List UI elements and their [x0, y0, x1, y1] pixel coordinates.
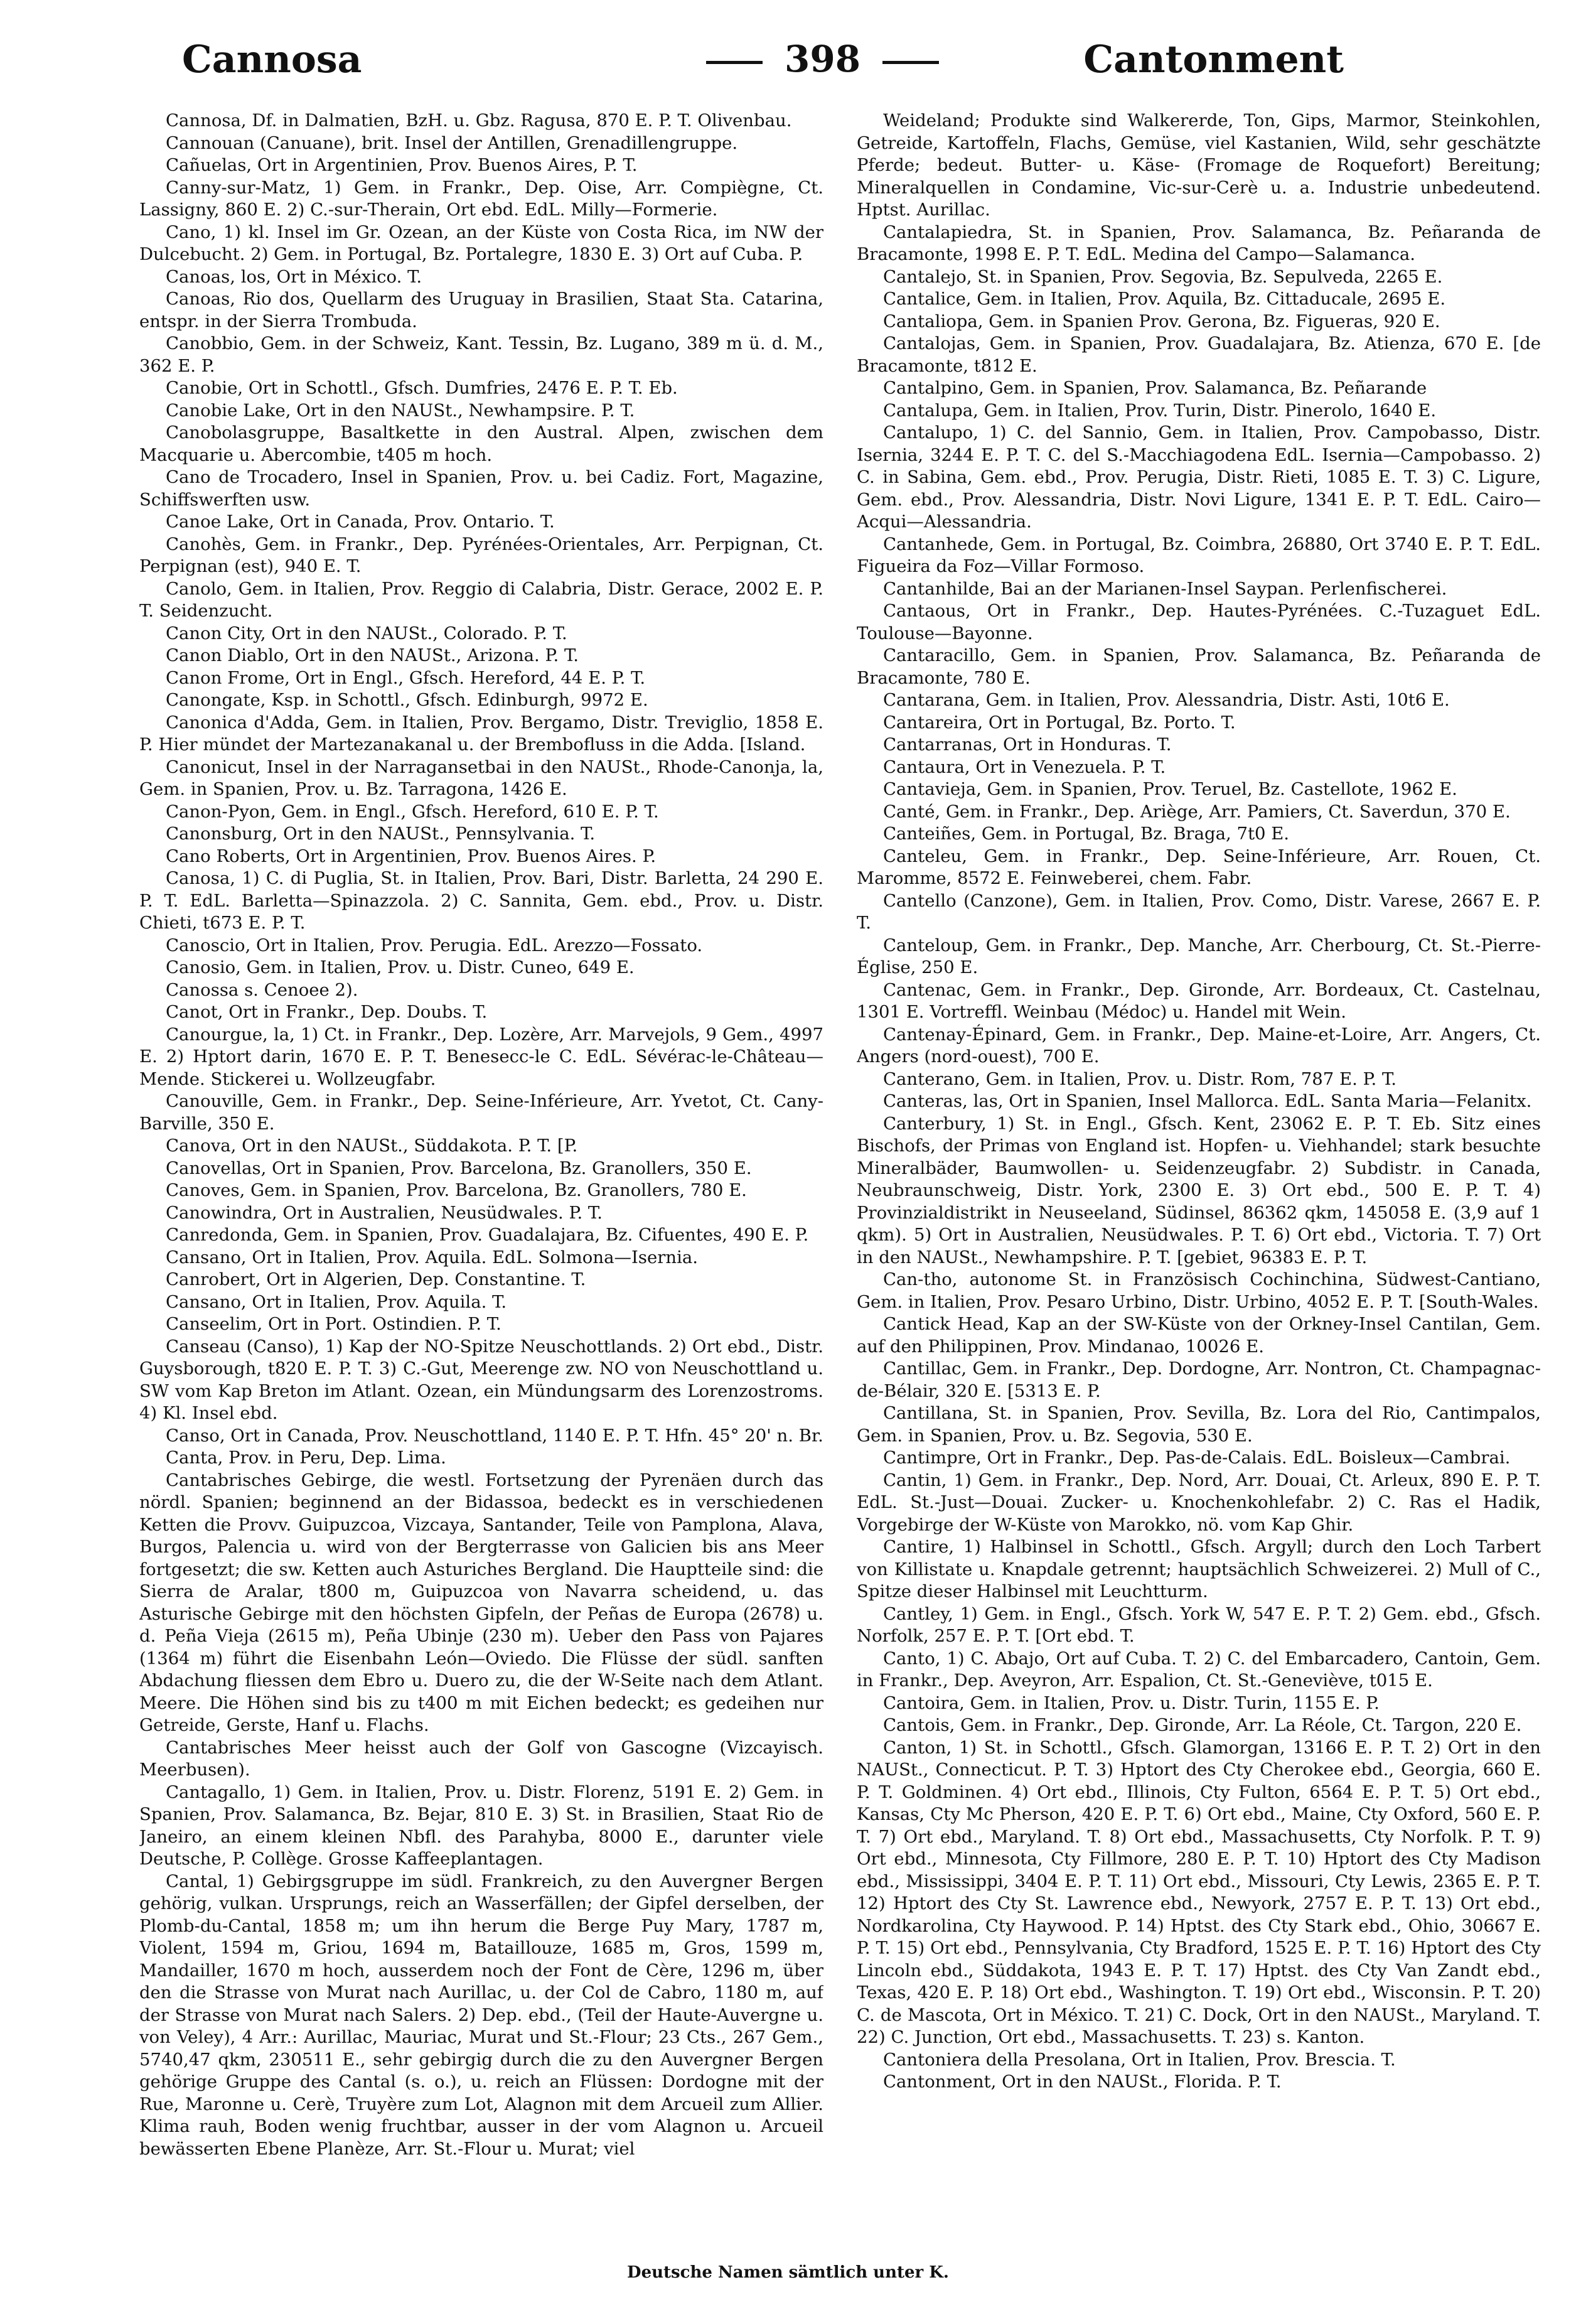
dictionary-entry: Canohès, Gem. in Frankr., Dep. Pyrénées-Orientales, Arr. Perpignan, Ct. Perpignan (est), 940 E. T. [139, 534, 823, 576]
dictionary-entry: Canton, 1) St. in Schottl., Gfsch. Glamorgan, 13166 E. P. T. 2) Ort in den NAUSt., Connecticut. P. T. 3) Hptort des Cty Cherokee ebd., Georgia, 660 E. P. T. Goldminen. 4) Ort ebd., Illinois, Cty Fulton, 6564 E. P. T. 5) Ort ebd., Kansas, Cty Mc Pherson, 420 E. P. T. 6) Ort ebd., Maine, Cty Oxford, 560 E. P. T. 7) Ort ebd., Maryland. T. 8) Ort ebd., Massachusetts, Cty Norfolk. P. T. 9) Ort ebd., Minnesota, Cty Fillmore, 280 E. P. T. 10) Hptort des Cty Madison ebd., Mississippi, 3404 E. P. T. 11) Ort ebd., Missouri, Cty Lewis, 2365 E. P. T. 12) Hptort des Cty St. Lawrence ebd., Newyork, 2757 E. P. T. 13) Ort ebd., Nordkarolina, Cty Haywood. P. 14) Hptst. des Cty Stark ebd., Ohio, 30667 E. P. T. 15) Ort ebd., Pennsylvania, Cty Bradford, 1525 E. P. T. 16) Hptort des Cty Lincoln ebd., Süddakota, 1943 E. P. T. 17) Hptst. des Cty Van Zandt ebd., Texas, 420 E. P. 18) Ort ebd., Washington. T. 19) Ort ebd., Wisconsin. P. T. 20) C. de Mascota, Ort in México. T. 21) C. Dock, Ort in den NAUSt., Maryland. T. 22) C. Junction, Ort ebd., Massachusetts. T. 23) s. Kanton. [857, 1737, 1541, 2047]
dictionary-entry: Cantabrisches Gebirge, die westl. Fortsetzung der Pyrenäen durch das nördl. Spanien; beginnend an der Bidassoa, bedeckt es in verschiedenen Ketten die Provv. Guipuzcoa, Vizcaya, Santander, Teile von Pamplona, Alava, Burgos, Palencia u. wird von der Bergterrasse von Galicien bis ans Meer fortgesetzt; die sw. Ketten auch Asturiches Bergland. Die Hauptteile sind: die Sierra de Aralar, t800 m, Guipuzcoa von Navarra scheidend, u. das Asturische Gebirge mit den höchsten Gipfeln, der Peñas de Europa (2678) u. d. Peña Vieja (2615 m), Peña Ubinje (230 m). Ueber den Pass von Pajares (1364 m) führt die Eisenbahn León—Oviedo. Die Flüsse der südl. sanften Abdachung fliessen dem Ebro u. Duero zu, die der W-Seite nach dem Atlant. Meere. Die Höhen sind bis zu t400 m mit Eichen bedeckt; es gedeihen nur Getreide, Gerste, Hanf u. Flachs. [139, 1470, 823, 1735]
dictionary-entry: Canobbio, Gem. in der Schweiz, Kant. Tessin, Bz. Lugano, 389 m ü. d. M., 362 E. P. [139, 333, 823, 376]
dictionary-entry: Canobie, Ort in Schottl., Gfsch. Dumfries, 2476 E. P. T. Eb. [166, 378, 678, 398]
dictionary-entry: Cantalejo, St. in Spanien, Prov. Segovia, Bz. Sepulveda, 2265 E. [883, 266, 1443, 287]
page-number [684, 38, 961, 80]
dictionary-entry: Canoas, los, Ort in México. T. [166, 266, 422, 287]
dictionary-entry: Canobolasgruppe, Basaltkette in den Austral. Alpen, zwischen dem Macquarie u. Abercombie, t405 m hoch. [139, 422, 823, 465]
dictionary-entry: Canta, Prov. in Peru, Dep. Lima. [166, 1448, 446, 1468]
dictionary-entry: Cantaliopa, Gem. in Spanien Prov. Gerona, Bz. Figueras, 920 E. [883, 311, 1440, 331]
dictionary-entry: Canourgue, la, 1) Ct. in Frankr., Dep. Lozère, Arr. Marvejols, 9 Gem., 4997 E. 2) Hptort darin, 1670 E. P. T. Benesecc-le C. EdL. Sévérac-le-Château—Mende. Stickerei u. Wollzeugfabr. [139, 1024, 823, 1089]
dictionary-entry: Cansano, Ort in Italien, Prov. Aquila. T. [166, 1291, 507, 1312]
dictionary-entry: Canouville, Gem. in Frankr., Dep. Seine-Inférieure, Arr. Yvetot, Ct. Cany-Barville, 350 E. [139, 1091, 823, 1134]
dictionary-entry: Canoves, Gem. in Spanien, Prov. Barcelona, Bz. Granollers, 780 E. [166, 1180, 747, 1200]
page-header [0, 25, 1576, 100]
dictionary-entry: Cantalapiedra, St. in Spanien, Prov. Salamanca, Bz. Peñaranda de Bracamonte, 1998 E. P. T. EdL. Medina del Campo—Salamanca. [857, 222, 1541, 264]
dictionary-entry: Canova, Ort in den NAUSt., Süddakota. P. T. [P. [166, 1136, 578, 1156]
left-column [139, 110, 823, 2200]
dictionary-entry: Canteras, las, Ort in Spanien, Insel Mallorca. EdL. Santa Maria—Felanitx. [883, 1091, 1532, 1111]
header-left-keyword: Cannosa [182, 38, 362, 82]
dictionary-entry: Canosa, 1) C. di Puglia, St. in Italien, Prov. Bari, Distr. Barletta, 24 290 E. P. T. EdL. Barletta—Spinazzola. 2) C. Sannita, Gem. ebd., Prov. u. Distr. Chieti, t673 E. P. T. [139, 868, 823, 933]
right-column [857, 110, 1541, 2200]
dictionary-entry: Cantanhede, Gem. in Portugal, Bz. Coimbra, 26880, Ort 3740 E. P. T. EdL. Figueira da Foz—Villar Formoso. [857, 534, 1541, 576]
dictionary-entry: Canseau (Canso), 1) Kap der NO-Spitze Neuschottlands. 2) Ort ebd., Distr. Guysborough, t820 E. P. T. 3) C.-Gut, Meerenge zw. NO von Neuschottland u. SW vom Kap Breton im Atlant. Ozean, ein Mündungsarm des Lorenzostroms. 4) Kl. Insel ebd. [139, 1336, 823, 1423]
dictionary-entry: Canovellas, Ort in Spanien, Prov. Barcelona, Bz. Granollers, 350 E. [166, 1158, 752, 1178]
dictionary-entry: Cantenac, Gem. in Frankr., Dep. Gironde, Arr. Bordeaux, Ct. Castelnau, 1301 E. Vortreffl. Weinbau (Médoc) u. Handel mit Wein. [857, 979, 1541, 1022]
dictionary-entry: Canonicut, Insel in der Narragansetbai in den NAUSt., Rhode-Canonja, la, Gem. in Spanien, Prov. u. Bz. Tarragona, 1426 E. [139, 756, 823, 799]
dictionary-entry: Cantarranas, Ort in Honduras. T. [883, 734, 1172, 755]
dictionary-entry: Cantoniera della Presolana, Ort in Italien, Prov. Brescia. T. [883, 2049, 1396, 2070]
dictionary-entry: Canossa s. Cenoee 2). [166, 979, 358, 1000]
dictionary-entry: Cantin, 1) Gem. in Frankr., Dep. Nord, Arr. Douai, Ct. Arleux, 890 E. P. T. EdL. St.-Just—Douai. Zucker- u. Knochenkohlefabr. 2) C. Ras el Hadik, Vorgebirge der W-Küste von Marokko, nö. vom Kap Ghir. [857, 1470, 1541, 1535]
dictionary-entry: Canseelim, Ort in Port. Ostindien. P. T. [166, 1314, 501, 1334]
page-number-text: 398 [785, 38, 861, 80]
header-dash-left [706, 61, 763, 64]
dictionary-entry: Canowindra, Ort in Australien, Neusüdwales. P. T. [166, 1202, 603, 1223]
dictionary-entry: Cantalupo, 1) C. del Sannio, Gem. in Italien, Prov. Campobasso, Distr. Isernia, 3244 E. P. T. C. del S.-Macchiagodena EdL. Isernia—Campobasso. 2) C. in Sabina, Gem. ebd., Prov. Perugia, Distr. Rieti, 1085 E. T. 3) C. Ligure, Gem. ebd., Prov. Alessandria, Distr. Novi Ligure, 1341 E. P. T. EdL. Cairo—Acqui—Alessandria. [857, 422, 1541, 532]
dictionary-entry: Cantanhilde, Bai an der Marianen-Insel Saypan. Perlenfischerei. [883, 578, 1447, 599]
dictionary-entry: Cano, 1) kl. Insel im Gr. Ozean, an der Küste von Costa Rica, im NW der Dulcebucht. 2) Gem. in Portugal, Bz. Portalegre, 1830 E. 3) Ort auf Cuba. P. [139, 222, 823, 264]
dictionary-entry: Canterano, Gem. in Italien, Prov. u. Distr. Rom, 787 E. P. T. [883, 1068, 1397, 1089]
dictionary-entry: Cantareira, Ort in Portugal, Bz. Porto. T. [883, 712, 1236, 733]
dictionary-entry: Canté, Gem. in Frankr., Dep. Ariège, Arr. Pamiers, Ct. Saverdun, 370 E. [883, 801, 1511, 822]
dictionary-entry: Cantello (Canzone), Gem. in Italien, Prov. Como, Distr. Varese, 2667 E. P. T. [857, 890, 1541, 933]
dictionary-entry: Cantenay-Épinard, Gem. in Frankr., Dep. Maine-et-Loire, Arr. Angers, Ct. Angers (nord-ouest), 700 E. [857, 1024, 1541, 1067]
dictionary-entry: Cano Roberts, Ort in Argentinien, Prov. Buenos Aires. P. [166, 846, 657, 866]
dictionary-entry: Weideland; Produkte sind Walkererde, Ton, Gips, Marmor, Steinkohlen, Getreide, Kartoffeln, Flachs, Gemüse, viel Kastanien, Wild, sehr geschätzte Pferde; bedeut. Butter- u. Käse- (Fromage de Roquefort) Bereitung; Mineralquellen in Condamine, Vic-sur-Cerè u. a. Industrie unbedeutend. Hptst. Aurillac. [857, 110, 1541, 220]
dictionary-entry: Canot, Ort in Frankr., Dep. Doubs. T. [166, 1002, 488, 1022]
dictionary-entry: Cantaracillo, Gem. in Spanien, Prov. Salamanca, Bz. Peñaranda de Bracamonte, 780 E. [857, 645, 1541, 688]
dictionary-entry: Cantarana, Gem. in Italien, Prov. Alessandria, Distr. Asti, 10t6 E. [883, 690, 1450, 710]
dictionary-entry: Cantick Head, Kap an der SW-Küste von der Orkney-Insel Cantilan, Gem. auf den Philippinen, Prov. Mindanao, 10026 E. [857, 1314, 1541, 1357]
dictionary-entry: Canteiñes, Gem. in Portugal, Bz. Braga, 7t0 E. [883, 824, 1290, 844]
dictionary-entry: Canon Frome, Ort in Engl., Gfsch. Hereford, 44 E. P. T. [166, 667, 646, 688]
dictionary-entry: Can-tho, autonome St. in Französisch Cochinchina, Südwest-Cantiano, Gem. in Italien, Prov. Pesaro Urbino, Distr. Urbino, 4052 E. P. T. [South-Wales. [857, 1269, 1541, 1312]
dictionary-entry: Cantois, Gem. in Frankr., Dep. Gironde, Arr. La Réole, Ct. Targon, 220 E. [883, 1715, 1522, 1735]
dictionary-entry: Canongate, Ksp. in Schottl., Gfsch. Edinburgh, 9972 E. [166, 690, 648, 710]
dictionary-entry: Canonica d'Adda, Gem. in Italien, Prov. Bergamo, Distr. Treviglio, 1858 E. P. Hier mündet der Martezanakanal u. der Brembofluss in die Adda. [Island. [139, 712, 823, 755]
dictionary-entry: Canolo, Gem. in Italien, Prov. Reggio di Calabria, Distr. Gerace, 2002 E. P. T. Seidenzucht. [139, 578, 823, 621]
dictionary-entry: Cannosa, Df. in Dalmatien, BzH. u. Gbz. Ragusa, 870 E. P. T. Olivenbau. [166, 110, 792, 131]
dictionary-entry: Cantaous, Ort in Frankr., Dep. Hautes-Pyrénées. C.-Tuzaguet EdL. Toulouse—Bayonne. [857, 601, 1541, 643]
dictionary-entry: Canonsburg, Ort in den NAUSt., Pennsylvania. T. [166, 824, 596, 844]
dictionary-entry: Cantimpre, Ort in Frankr., Dep. Pas-de-Calais. EdL. Boisleux—Cambrai. [883, 1448, 1511, 1468]
dictionary-entry: Cantalpino, Gem. in Spanien, Prov. Salamanca, Bz. Peñarande [883, 378, 1427, 398]
dictionary-entry: Cantabrisches Meer heisst auch der Golf von Gascogne (Vizcayisch. Meerbusen). [139, 1737, 823, 1780]
dictionary-entry: Cannouan (Canuane), brit. Insel der Antillen, Grenadillengruppe. [166, 132, 738, 153]
dictionary-entry: Canoas, Rio dos, Quellarm des Uruguay in Brasilien, Staat Sta. Catarina, entspr. in der Sierra Trombuda. [139, 289, 823, 331]
dictionary-entry: Canobie Lake, Ort in den NAUSt., Newhampsire. P. T. [166, 400, 635, 421]
dictionary-entry: Cantalice, Gem. in Italien, Prov. Aquila, Bz. Cittaducale, 2695 E. [883, 289, 1446, 309]
dictionary-entry: Cantagallo, 1) Gem. in Italien, Prov. u. Distr. Florenz, 5191 E. 2) Gem. in Spanien, Prov. Salamanca, Bz. Bejar, 810 E. 3) St. in Brasilien, Staat Rio de Janeiro, an einem kleinen Nbfl. des Parahyba, 8000 E., darunter viele Deutsche, P. Collège. Grosse Kaffeeplantagen. [139, 1782, 823, 1869]
dictionary-entry: Canredonda, Gem. in Spanien, Prov. Guadalajara, Bz. Cifuentes, 490 E. P. [166, 1225, 809, 1245]
dictionary-entry: Cantley, 1) Gem. in Engl., Gfsch. York W, 547 E. P. T. 2) Gem. ebd., Gfsch. Norfolk, 257 E. P. T. [Ort ebd. T. [857, 1603, 1541, 1646]
page-footer: Deutsche Namen sämtlich unter K. [627, 2263, 949, 2282]
dictionary-entry: Canterbury, 1) St. in Engl., Gfsch. Kent, 23062 E. P. T. Eb. Sitz eines Bischofs, der Primas von England ist. Hopfen- u. Viehhandel; stark besuchte Mineralbäder, Baumwollen- u. Seidenzeugfabr. 2) Subdistr. in Canada, Neubraunschweig, Distr. York, 2300 E. 3) Ort ebd., 500 E. P. T. 4) Provinzialdistrikt in Neuseeland, Südinsel, 86362 qkm, 145058 E. (3,9 auf 1 qkm). 5) Ort in Australien, Neusüdwales. P. T. 6) Ort ebd., Victoria. T. 7) Ort in den NAUSt., Newhampshire. P. T. [gebiet, 96383 E. P. T. [857, 1113, 1541, 1267]
dictionary-entry: Canon Diablo, Ort in den NAUSt., Arizona. P. T. [166, 645, 579, 665]
dictionary-entry: Cantoira, Gem. in Italien, Prov. u. Distr. Turin, 1155 E. P. [883, 1692, 1380, 1713]
header-dash-right [882, 61, 939, 64]
dictionary-entry: Cantillana, St. in Spanien, Prov. Sevilla, Bz. Lora del Rio, Cantimpalos, Gem. in Spanien, Prov. u. Bz. Segovia, 530 E. [857, 1403, 1541, 1446]
dictionary-entry: Cantonment, Ort in den NAUSt., Florida. P. T. [883, 2072, 1282, 2092]
dictionary-entry: Cantavieja, Gem. in Spanien, Prov. Teruel, Bz. Castellote, 1962 E. [883, 779, 1457, 799]
dictionary-entry: Cantillac, Gem. in Frankr., Dep. Dordogne, Arr. Nontron, Ct. Champagnac-de-Bélair, 320 E. [5313 E. P. [857, 1358, 1541, 1401]
dictionary-entry: Canrobert, Ort in Algerien, Dep. Constantine. T. [166, 1269, 586, 1289]
dictionary-entry: Cantire, 1) Halbinsel in Schottl., Gfsch. Argyll; durch den Loch Tarbert von Killistate u. Knapdale getrennt; hauptsächlich Schweizerei. 2) Mull of C., Spitze dieser Halbinsel mit Leuchtturm. [857, 1537, 1541, 1601]
dictionary-entry: Cañuelas, Ort in Argentinien, Prov. Buenos Aires, P. T. [166, 155, 638, 175]
dictionary-entry: Canosio, Gem. in Italien, Prov. u. Distr. Cuneo, 649 E. [166, 957, 635, 977]
dictionary-entry: Canteleu, Gem. in Frankr., Dep. Seine-Inférieure, Arr. Rouen, Ct. Maromme, 8572 E. Feinweberei, chem. Fabr. [857, 846, 1541, 888]
dictionary-entry: Cantalupa, Gem. in Italien, Prov. Turin, Distr. Pinerolo, 1640 E. [883, 400, 1437, 421]
dictionary-entry: Canoscio, Ort in Italien, Prov. Perugia. EdL. Arezzo—Fossato. [166, 935, 703, 955]
dictionary-entry: Canteloup, Gem. in Frankr., Dep. Manche, Arr. Cherbourg, Ct. St.-Pierre-Église, 250 E. [857, 935, 1541, 977]
dictionary-entry: Canoe Lake, Ort in Canada, Prov. Ontario. T. [166, 512, 555, 532]
dictionary-entry: Canon-Pyon, Gem. in Engl., Gfsch. Hereford, 610 E. P. T. [166, 801, 659, 822]
dictionary-entry: Canto, 1) C. Abajo, Ort auf Cuba. T. 2) C. del Embarcadero, Cantoin, Gem. in Frankr., Dep. Aveyron, Arr. Espalion, Ct. St.-Geneviève, t015 E. [857, 1648, 1541, 1691]
dictionary-entry: Cantalojas, Gem. in Spanien, Prov. Guadalajara, Bz. Atienza, 670 E. [de Bracamonte, t812 E. [857, 333, 1541, 376]
header-right-keyword: Cantonment [1083, 38, 1344, 82]
dictionary-entry: Canon City, Ort in den NAUSt., Colorado. P. T. [166, 623, 567, 643]
dictionary-entry: Cansano, Ort in Italien, Prov. Aquila. EdL. Solmona—Isernia. [166, 1247, 699, 1267]
dictionary-entry: Cantaura, Ort in Venezuela. P. T. [883, 756, 1166, 777]
dictionary-entry: Canso, Ort in Canada, Prov. Neuschottland, 1140 E. P. T. Hfn. 45° 20' n. Br. [166, 1425, 823, 1446]
dictionary-entry: Cantal, 1) Gebirgsgruppe im südl. Frankreich, zu den Auvergner Bergen gehörig, vulkan. Ursprungs, reich an Wasserfällen; der Gipfel derselben, der Plomb-du-Cantal, 1858 m; um ihn herum die Berge Puy Mary, 1787 m, Violent, 1594 m, Griou, 1694 m, Bataillouze, 1685 m, Gros, 1599 m, Mandailler, 1670 m hoch, ausserdem noch der Font de Cère, 1296 m, über den die Strasse von Murat nach Aurillac, u. der Col de Cabro, 1180 m, auf der Strasse von Murat nach Salers. 2) Dep. ebd., (Teil der Haute-Auvergne u. von Veley), 4 Arr.: Aurillac, Mauriac, Murat und St.-Flour; 23 Cts., 267 Gem., 5740,47 qkm, 230511 E., sehr gebirgig durch die zu den Auvergner Bergen gehörige Gruppe des Cantal (s. o.), u. reich an Flüssen: Dordogne mit der Rue, Maronne u. Cerè, Truyère zum Lot, Alagnon mit dem Arcueil zum Allier. Klima rauh, Boden wenig fruchtbar, ausser in der vom Alagnon u. Arcueil bewässerten Ebene Planèze, Arr. St.-Flour u. Murat; viel [139, 1871, 823, 2159]
dictionary-entry: Canny-sur-Matz, 1) Gem. in Frankr., Dep. Oise, Arr. Compiègne, Ct. Lassigny, 860 E. 2) C.-sur-Therain, Ort ebd. EdL. Milly—Formerie. [139, 177, 823, 220]
dictionary-entry: Cano de Trocadero, Insel in Spanien, Prov. u. bei Cadiz. Fort, Magazine, Schiffswerften usw. [139, 467, 823, 510]
